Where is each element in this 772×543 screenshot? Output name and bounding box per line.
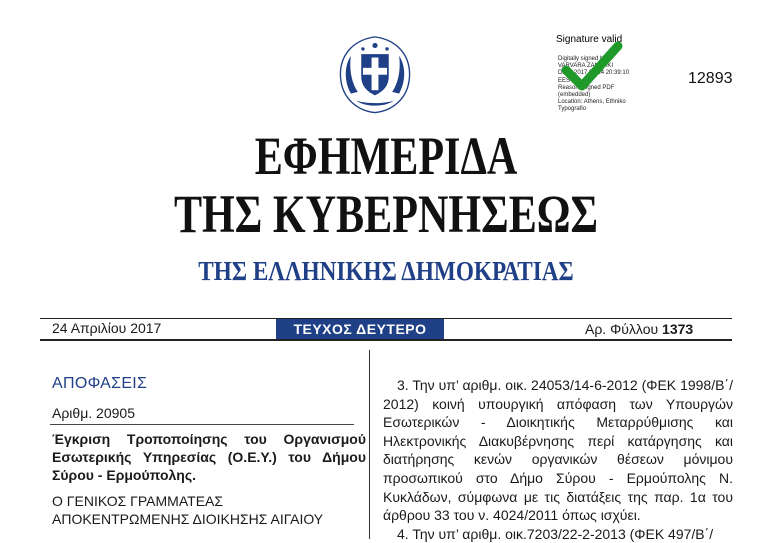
- signature-detail-line: EEST: [558, 77, 574, 84]
- signature-detail-line: (embedded): [558, 92, 591, 99]
- sheet-number: [585, 321, 693, 337]
- signature-detail-line: VARVARA ZANNAKI: [558, 63, 614, 70]
- signature-detail-line: Date: 2017.04.24 20:39:10: [558, 70, 630, 77]
- paragraph: 3. Την υπ’ αριθμ. οικ. 24053/14-6-2012 (ΦΕΚ 1998/Β΄/ 2012) κοινή υπουργική απόφαση των Υπουργών Εσωτερικών - Διοικητικής Μεταρρύθμισης και Ηλεκτρονικής Διακυβέρνησης περί κατάργησης και διατήρησης κενών οργανικών θέσεων μόνιμου προσωπικού στο Δήμο Σύρου - Ερμούπολης Ν. Κυκλάδων, σύμφωνα με τις διατάξεις της παρ. 1α του άρθρου 33 του ν. 4024/2011 όπως ισχύει.: [383, 377, 733, 524]
- signature-detail-line: Location: Athens, Ethniko: [558, 99, 626, 106]
- section-heading: ΑΠΟΦΑΣΕΙΣ: [52, 375, 148, 392]
- signature-detail-line: Reason: Signed PDF: [558, 84, 615, 91]
- gazette-title-line1: ΕΦΗΜΕΡΙΔΑ: [254, 126, 518, 186]
- sheet-number-label: Αρ. Φύλλου: [585, 321, 659, 337]
- issue-series-band: ΤΕΥΧΟΣ ΔΕΥΤΕΡΟ: [276, 319, 444, 339]
- decision-title: Έγκριση Τροποποίησης του Οργανισμού Εσωτερικής Υπηρεσίας (Ο.Ε.Υ.) του Δήμου Σύρου - Ερμούπολης.: [52, 431, 366, 483]
- signature-detail-line: Digitally signed by: [558, 56, 607, 62]
- column-divider: [369, 350, 370, 539]
- secretary-line: Ο ΓΕΝΙΚΟΣ ΓΡΑΜΜΑΤΕΑΣ: [52, 493, 224, 509]
- sheet-number-value: 1373: [662, 321, 694, 337]
- secretary-heading: [52, 492, 366, 528]
- paragraph: 4. Την υπ’ αριθμ. οικ.7203/22-2-2013 (ΦΕΚ 497/Β΄/: [397, 525, 714, 542]
- decision-number: Αριθμ. 20905: [52, 405, 135, 421]
- greek-emblem-logo: [332, 30, 418, 116]
- signature-valid-label: Signature valid: [556, 34, 623, 45]
- decision-divider: [50, 424, 354, 425]
- secretary-line: ΑΠΟΚΕΝΤΡΩΜΕΝΗΣ ΔΙΟΙΚΗΣΗΣ ΑΙΓΑΙΟΥ: [52, 511, 324, 527]
- gazette-title-line2: ΤΗΣ ΚΥΒΕΡΝΗΣΕΩΣ: [173, 184, 599, 244]
- signature-detail-line: Typografio: [558, 106, 587, 113]
- gazette-subtitle: ΤΗΣ ΕΛΛΗΝΙΚΗΣ ΔΗΜΟΚΡΑΤΙΑΣ: [198, 256, 574, 286]
- page-number: 12893: [688, 70, 733, 87]
- signature-check-icon: [560, 40, 624, 98]
- issue-bar-bottom-rule: [40, 339, 732, 341]
- right-column-text: [383, 376, 733, 543]
- issue-date: 24 Απριλίου 2017: [52, 320, 162, 336]
